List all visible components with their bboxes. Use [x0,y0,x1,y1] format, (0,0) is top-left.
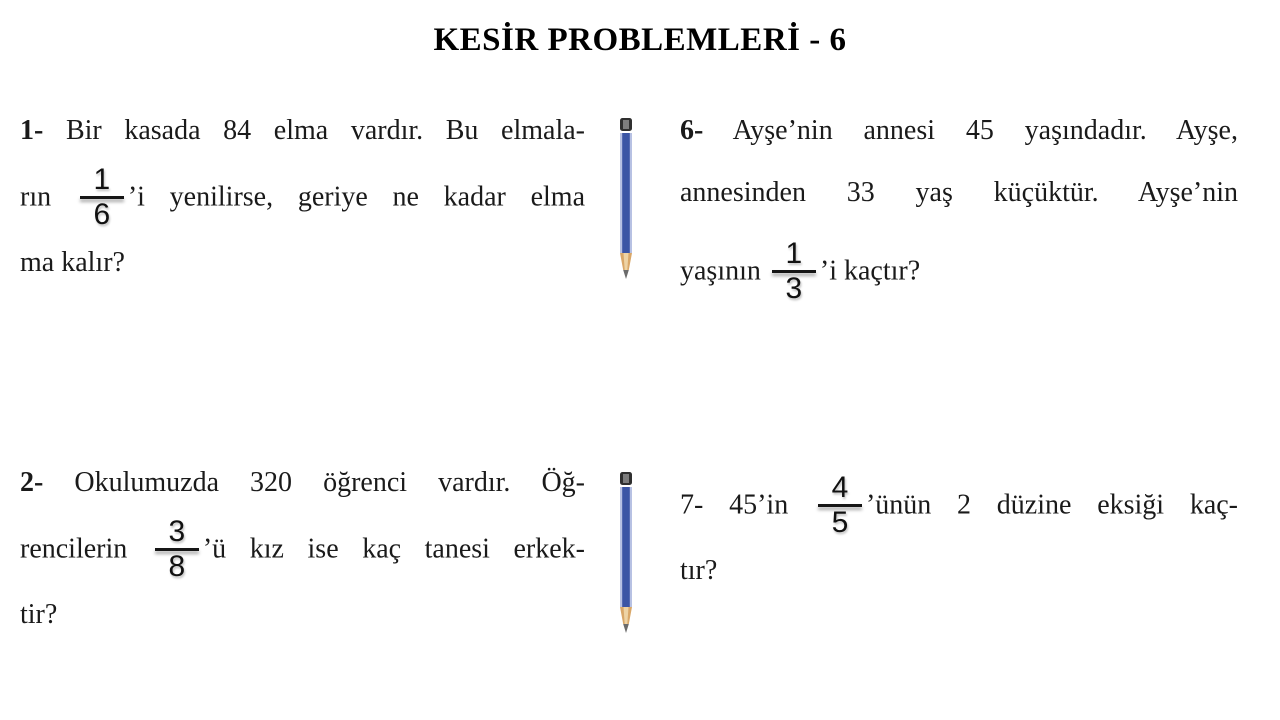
fraction-1-6 [80,164,124,231]
problem-7-text-1: 45’in [729,489,789,521]
problem-2-line-2 [20,508,585,590]
problem-6-text-4: ’i kaçtır? [819,255,921,287]
fraction-1-3 [772,238,816,305]
fraction-denominator: 5 [831,506,849,540]
problem-7-line-1 [680,464,1238,546]
problem-1-text-3: ’i yenilirse, geriye ne kadar elma [127,181,586,213]
problem-6-text-1: Ayşe’nin annesi 45 yaşındadır. Ayşe, [732,115,1238,146]
problem-1-line-2 [20,156,585,238]
problem-6-line-3 [680,230,1238,312]
fraction-numerator: 1 [785,237,803,271]
problem-7-line-2 [680,552,1238,590]
problem-6 [680,112,1238,312]
problem-2-number: 2- [20,467,44,498]
problem-6-line-2 [680,174,1238,212]
fraction-numerator: 1 [93,163,111,197]
fraction-numerator: 3 [168,515,186,549]
fraction-denominator: 3 [785,272,803,306]
problem-7 [680,464,1238,590]
problem-2-text-2: rencilerin [20,533,128,565]
problem-6-number: 6- [680,115,704,146]
pencil-icon [612,117,640,283]
problem-2 [20,464,585,634]
problem-2-text-1: Okulumuzda 320 öğrenci vardır. Öğ- [74,467,585,498]
fraction-3-8 [155,516,199,583]
worksheet-title: KESİR PROBLEMLERİ - 6 [433,22,847,58]
fraction-denominator: 8 [168,550,186,584]
problem-1 [20,112,585,282]
problem-7-text-2: ’ünün 2 düzine eksiği kaç- [865,489,1239,521]
problem-2-line-3 [20,596,585,634]
problem-6-text-3: yaşının [680,255,761,287]
problem-7-text-3: tır? [680,554,718,586]
problem-2-line-1 [20,464,585,502]
problem-1-number: 1- [20,115,44,146]
fraction-denominator: 6 [93,198,111,232]
problem-1-text-2: rın [20,181,52,213]
fraction-numerator: 4 [831,471,849,505]
problem-1-text-4: ma kalır? [20,246,125,278]
problem-2-text-4: tir? [20,598,58,630]
problem-1-line-1 [20,112,585,150]
fraction-4-5 [818,472,862,539]
problem-6-text-2: annesinden 33 yaş küçüktür. Ayşe’nin [680,177,1238,208]
problem-2-text-3: ’ü kız ise kaç tanesi erkek- [202,533,586,565]
problem-1-line-3 [20,244,585,282]
problem-6-line-1 [680,112,1238,150]
pencil-icon [612,471,640,637]
problem-7-number: 7- [680,489,704,521]
problem-1-text-1: Bir kasada 84 elma vardır. Bu elmala- [65,115,585,146]
